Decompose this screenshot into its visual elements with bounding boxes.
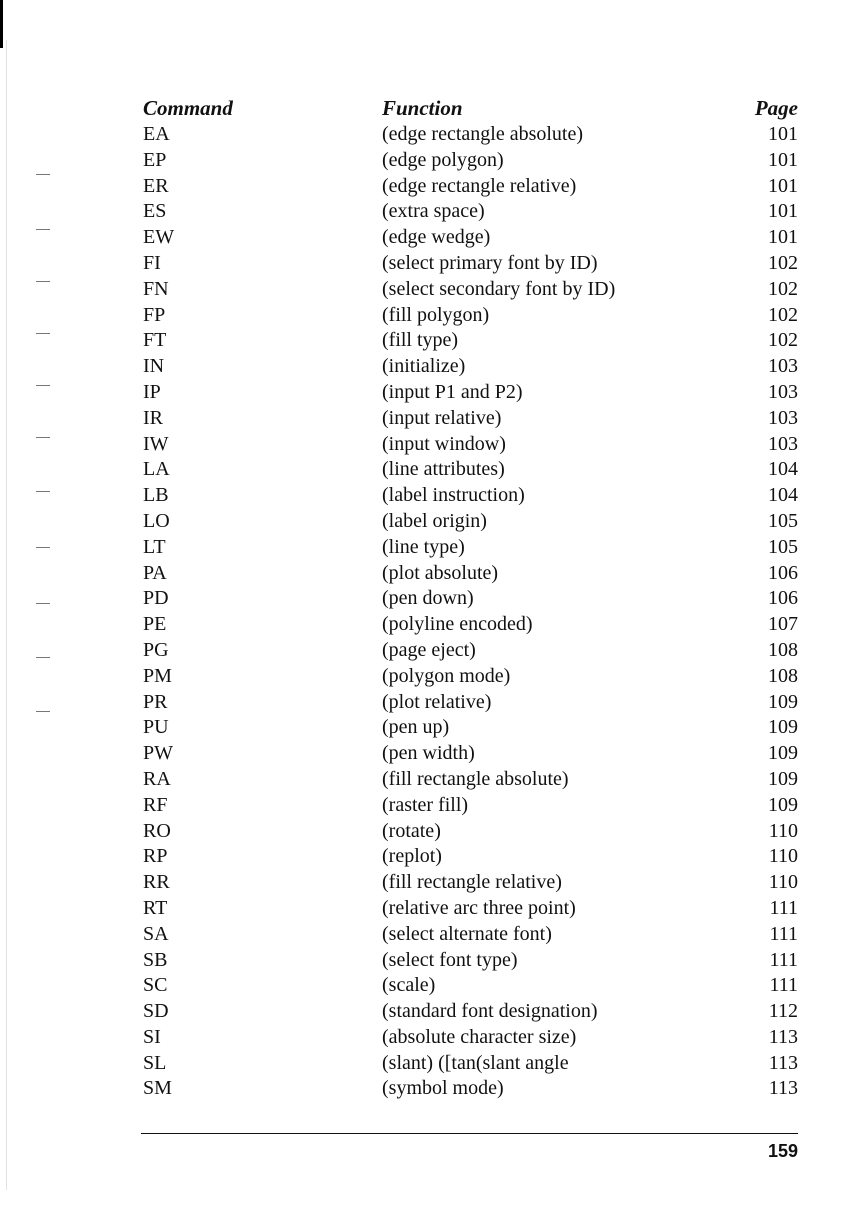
table-row bbox=[143, 406, 798, 432]
table-row bbox=[143, 122, 798, 148]
page-cell: 102 bbox=[768, 251, 798, 274]
command-cell: SI bbox=[143, 1025, 161, 1048]
function-cell: (pen down) bbox=[382, 587, 474, 610]
function-cell: (polyline encoded) bbox=[382, 613, 533, 636]
command-cell: PU bbox=[143, 716, 169, 739]
function-cell: (line type) bbox=[382, 535, 465, 558]
page-cell: 107 bbox=[768, 613, 798, 636]
function-cell: (initialize) bbox=[382, 355, 466, 378]
command-cell: PR bbox=[143, 690, 168, 713]
table-row bbox=[143, 999, 798, 1025]
page-cell: 104 bbox=[768, 484, 798, 507]
command-cell: LA bbox=[143, 458, 170, 481]
table-row bbox=[143, 741, 798, 767]
page-cell: 110 bbox=[768, 845, 798, 868]
table-row bbox=[143, 457, 798, 483]
page-cell: 113 bbox=[768, 1077, 798, 1100]
table-row bbox=[143, 819, 798, 845]
function-cell: (input relative) bbox=[382, 406, 502, 429]
function-cell: (pen up) bbox=[382, 716, 450, 739]
table-row bbox=[143, 303, 798, 329]
table-row bbox=[143, 973, 798, 999]
page-cell: 103 bbox=[768, 355, 798, 378]
table-header-row bbox=[143, 95, 798, 122]
command-cell: ER bbox=[143, 174, 169, 197]
table-row bbox=[143, 870, 798, 896]
command-cell: RF bbox=[143, 793, 168, 816]
function-cell: (input P1 and P2) bbox=[382, 380, 523, 403]
column-header-command: Command bbox=[143, 96, 233, 120]
page-cell: 109 bbox=[768, 716, 798, 739]
command-cell: IW bbox=[143, 432, 169, 455]
function-cell: (standard font designation) bbox=[382, 1000, 598, 1023]
command-cell: FI bbox=[143, 251, 161, 274]
page-cell: 108 bbox=[768, 638, 798, 661]
page-cell: 102 bbox=[768, 277, 798, 300]
command-cell: IN bbox=[143, 355, 165, 378]
command-cell: PM bbox=[143, 664, 172, 687]
scan-speck bbox=[36, 229, 50, 230]
function-cell: (fill rectangle absolute) bbox=[382, 767, 569, 790]
command-cell: SC bbox=[143, 974, 168, 997]
table-row bbox=[143, 896, 798, 922]
function-cell: (polygon mode) bbox=[382, 664, 511, 687]
page-cell: 106 bbox=[768, 561, 798, 584]
table-row bbox=[143, 612, 798, 638]
command-cell: RR bbox=[143, 871, 170, 894]
function-cell: (edge polygon) bbox=[382, 148, 504, 171]
command-cell: PE bbox=[143, 613, 167, 636]
table-row bbox=[143, 1076, 798, 1102]
function-cell: (edge rectangle relative) bbox=[382, 174, 577, 197]
table-row bbox=[143, 664, 798, 690]
page-cell: 113 bbox=[768, 1025, 798, 1048]
command-cell: FT bbox=[143, 329, 167, 352]
function-cell: (input window) bbox=[382, 432, 506, 455]
scan-speck bbox=[36, 333, 50, 334]
command-cell: FN bbox=[143, 277, 169, 300]
page-cell: 111 bbox=[769, 896, 798, 919]
page-cell: 106 bbox=[768, 587, 798, 610]
function-cell: (edge rectangle absolute) bbox=[382, 123, 584, 145]
page-cell: 109 bbox=[768, 690, 798, 713]
function-cell: (slant) ([tan(slant angle bbox=[382, 1051, 569, 1074]
scan-speck bbox=[36, 437, 50, 438]
table-row bbox=[143, 1051, 798, 1077]
table-row bbox=[143, 793, 798, 819]
table-row bbox=[143, 174, 798, 200]
table-row bbox=[143, 354, 798, 380]
page-cell: 108 bbox=[768, 664, 798, 687]
command-cell: EP bbox=[143, 148, 167, 171]
command-cell: LT bbox=[143, 535, 166, 558]
function-cell: (fill rectangle relative) bbox=[382, 871, 562, 894]
command-cell: PG bbox=[143, 638, 169, 661]
page-cell: 101 bbox=[768, 148, 798, 171]
scan-speck bbox=[36, 174, 50, 175]
scan-speck bbox=[36, 547, 50, 548]
command-cell: PW bbox=[143, 742, 173, 765]
command-cell: RA bbox=[143, 767, 171, 790]
command-cell: LO bbox=[143, 509, 170, 532]
page-cell: 112 bbox=[768, 1000, 798, 1023]
command-cell: RP bbox=[143, 845, 168, 868]
command-cell: IR bbox=[143, 406, 163, 429]
column-header-page: Page bbox=[754, 96, 798, 120]
function-cell: (raster fill) bbox=[382, 793, 469, 816]
table-row bbox=[143, 277, 798, 303]
function-cell: (extra space) bbox=[382, 200, 485, 223]
function-cell: (label origin) bbox=[382, 509, 487, 532]
command-cell: SB bbox=[143, 948, 168, 971]
function-cell: (page eject) bbox=[382, 638, 476, 661]
command-reference-table bbox=[143, 95, 798, 1102]
function-cell: (fill polygon) bbox=[382, 303, 490, 326]
page-cell: 109 bbox=[768, 793, 798, 816]
page-cell: 102 bbox=[768, 303, 798, 326]
page-cell: 102 bbox=[768, 329, 798, 352]
scan-speck bbox=[36, 281, 50, 282]
binding-shadow-line bbox=[6, 40, 7, 1190]
scan-speck bbox=[36, 385, 50, 386]
function-cell: (pen width) bbox=[382, 742, 475, 765]
page-cell: 105 bbox=[768, 535, 798, 558]
function-cell: (symbol mode) bbox=[382, 1077, 504, 1100]
page-cell: 105 bbox=[768, 509, 798, 532]
table-row bbox=[143, 199, 798, 225]
table-row bbox=[143, 535, 798, 561]
command-cell: ES bbox=[143, 200, 167, 223]
table-row bbox=[143, 328, 798, 354]
table-body bbox=[143, 122, 798, 1102]
table-row bbox=[143, 922, 798, 948]
page-cell: 111 bbox=[769, 974, 798, 997]
page-cell: 111 bbox=[769, 922, 798, 945]
scan-speck bbox=[36, 603, 50, 604]
table-row bbox=[143, 1025, 798, 1051]
function-cell: (plot relative) bbox=[382, 690, 492, 713]
scan-speck bbox=[36, 491, 50, 492]
column-header-function: Function bbox=[382, 96, 463, 120]
table-row bbox=[143, 715, 798, 741]
function-cell: (fill type) bbox=[382, 329, 459, 352]
function-cell: (select primary font by ID) bbox=[382, 251, 598, 274]
command-cell: SL bbox=[143, 1051, 167, 1074]
scan-speck bbox=[36, 657, 50, 658]
page-cell: 111 bbox=[769, 948, 798, 971]
function-cell: (rotate) bbox=[382, 819, 441, 842]
command-cell: PD bbox=[143, 587, 169, 610]
command-cell: SA bbox=[143, 922, 169, 945]
table-row bbox=[143, 948, 798, 974]
function-cell: (select secondary font by ID) bbox=[382, 277, 616, 300]
function-cell: (select font type) bbox=[382, 948, 518, 971]
page-cell: 109 bbox=[768, 742, 798, 765]
command-cell: LB bbox=[143, 484, 169, 507]
table-row bbox=[143, 251, 798, 277]
function-cell: (select alternate font) bbox=[382, 922, 552, 945]
command-cell: SD bbox=[143, 1000, 169, 1023]
table-row bbox=[143, 844, 798, 870]
page-cell: 103 bbox=[768, 406, 798, 429]
table-row bbox=[143, 483, 798, 509]
function-cell: (absolute character size) bbox=[382, 1025, 577, 1048]
table-row bbox=[143, 225, 798, 251]
table-row bbox=[143, 638, 798, 664]
command-cell: RT bbox=[143, 896, 168, 919]
footer-rule bbox=[141, 1133, 798, 1134]
function-cell: (line attributes) bbox=[382, 458, 505, 481]
table-row bbox=[143, 586, 798, 612]
page-cell: 103 bbox=[768, 432, 798, 455]
command-cell: EW bbox=[143, 226, 175, 249]
function-cell: (replot) bbox=[382, 845, 442, 868]
table-row bbox=[143, 380, 798, 406]
function-cell: (edge wedge) bbox=[382, 226, 491, 249]
command-cell: RO bbox=[143, 819, 171, 842]
page-cell: 110 bbox=[768, 819, 798, 842]
page-cell: 101 bbox=[768, 200, 798, 223]
table-row bbox=[143, 432, 798, 458]
binding-edge-mark bbox=[0, 0, 3, 48]
function-cell: (relative arc three point) bbox=[382, 896, 576, 919]
command-cell: PA bbox=[143, 561, 167, 584]
table-row bbox=[143, 561, 798, 587]
function-cell: (label instruction) bbox=[382, 484, 525, 507]
page-cell: 113 bbox=[768, 1051, 798, 1074]
table-row bbox=[143, 767, 798, 793]
page-cell: 101 bbox=[768, 174, 798, 197]
command-cell: FP bbox=[143, 303, 166, 326]
page-number: 159 bbox=[767, 1141, 798, 1161]
table-row bbox=[143, 509, 798, 535]
table-row bbox=[143, 690, 798, 716]
command-cell: EA bbox=[143, 123, 170, 145]
page-cell: 101 bbox=[768, 226, 798, 249]
function-cell: (plot absolute) bbox=[382, 561, 499, 584]
page-cell: 101 bbox=[768, 123, 798, 145]
table-row bbox=[143, 148, 798, 174]
command-cell: SM bbox=[143, 1077, 172, 1100]
page-cell: 103 bbox=[768, 380, 798, 403]
function-cell: (scale) bbox=[382, 974, 436, 997]
scan-speck bbox=[36, 711, 50, 712]
page-cell: 109 bbox=[768, 767, 798, 790]
command-cell: IP bbox=[143, 380, 161, 403]
page-cell: 104 bbox=[768, 458, 798, 481]
page-cell: 110 bbox=[768, 871, 798, 894]
